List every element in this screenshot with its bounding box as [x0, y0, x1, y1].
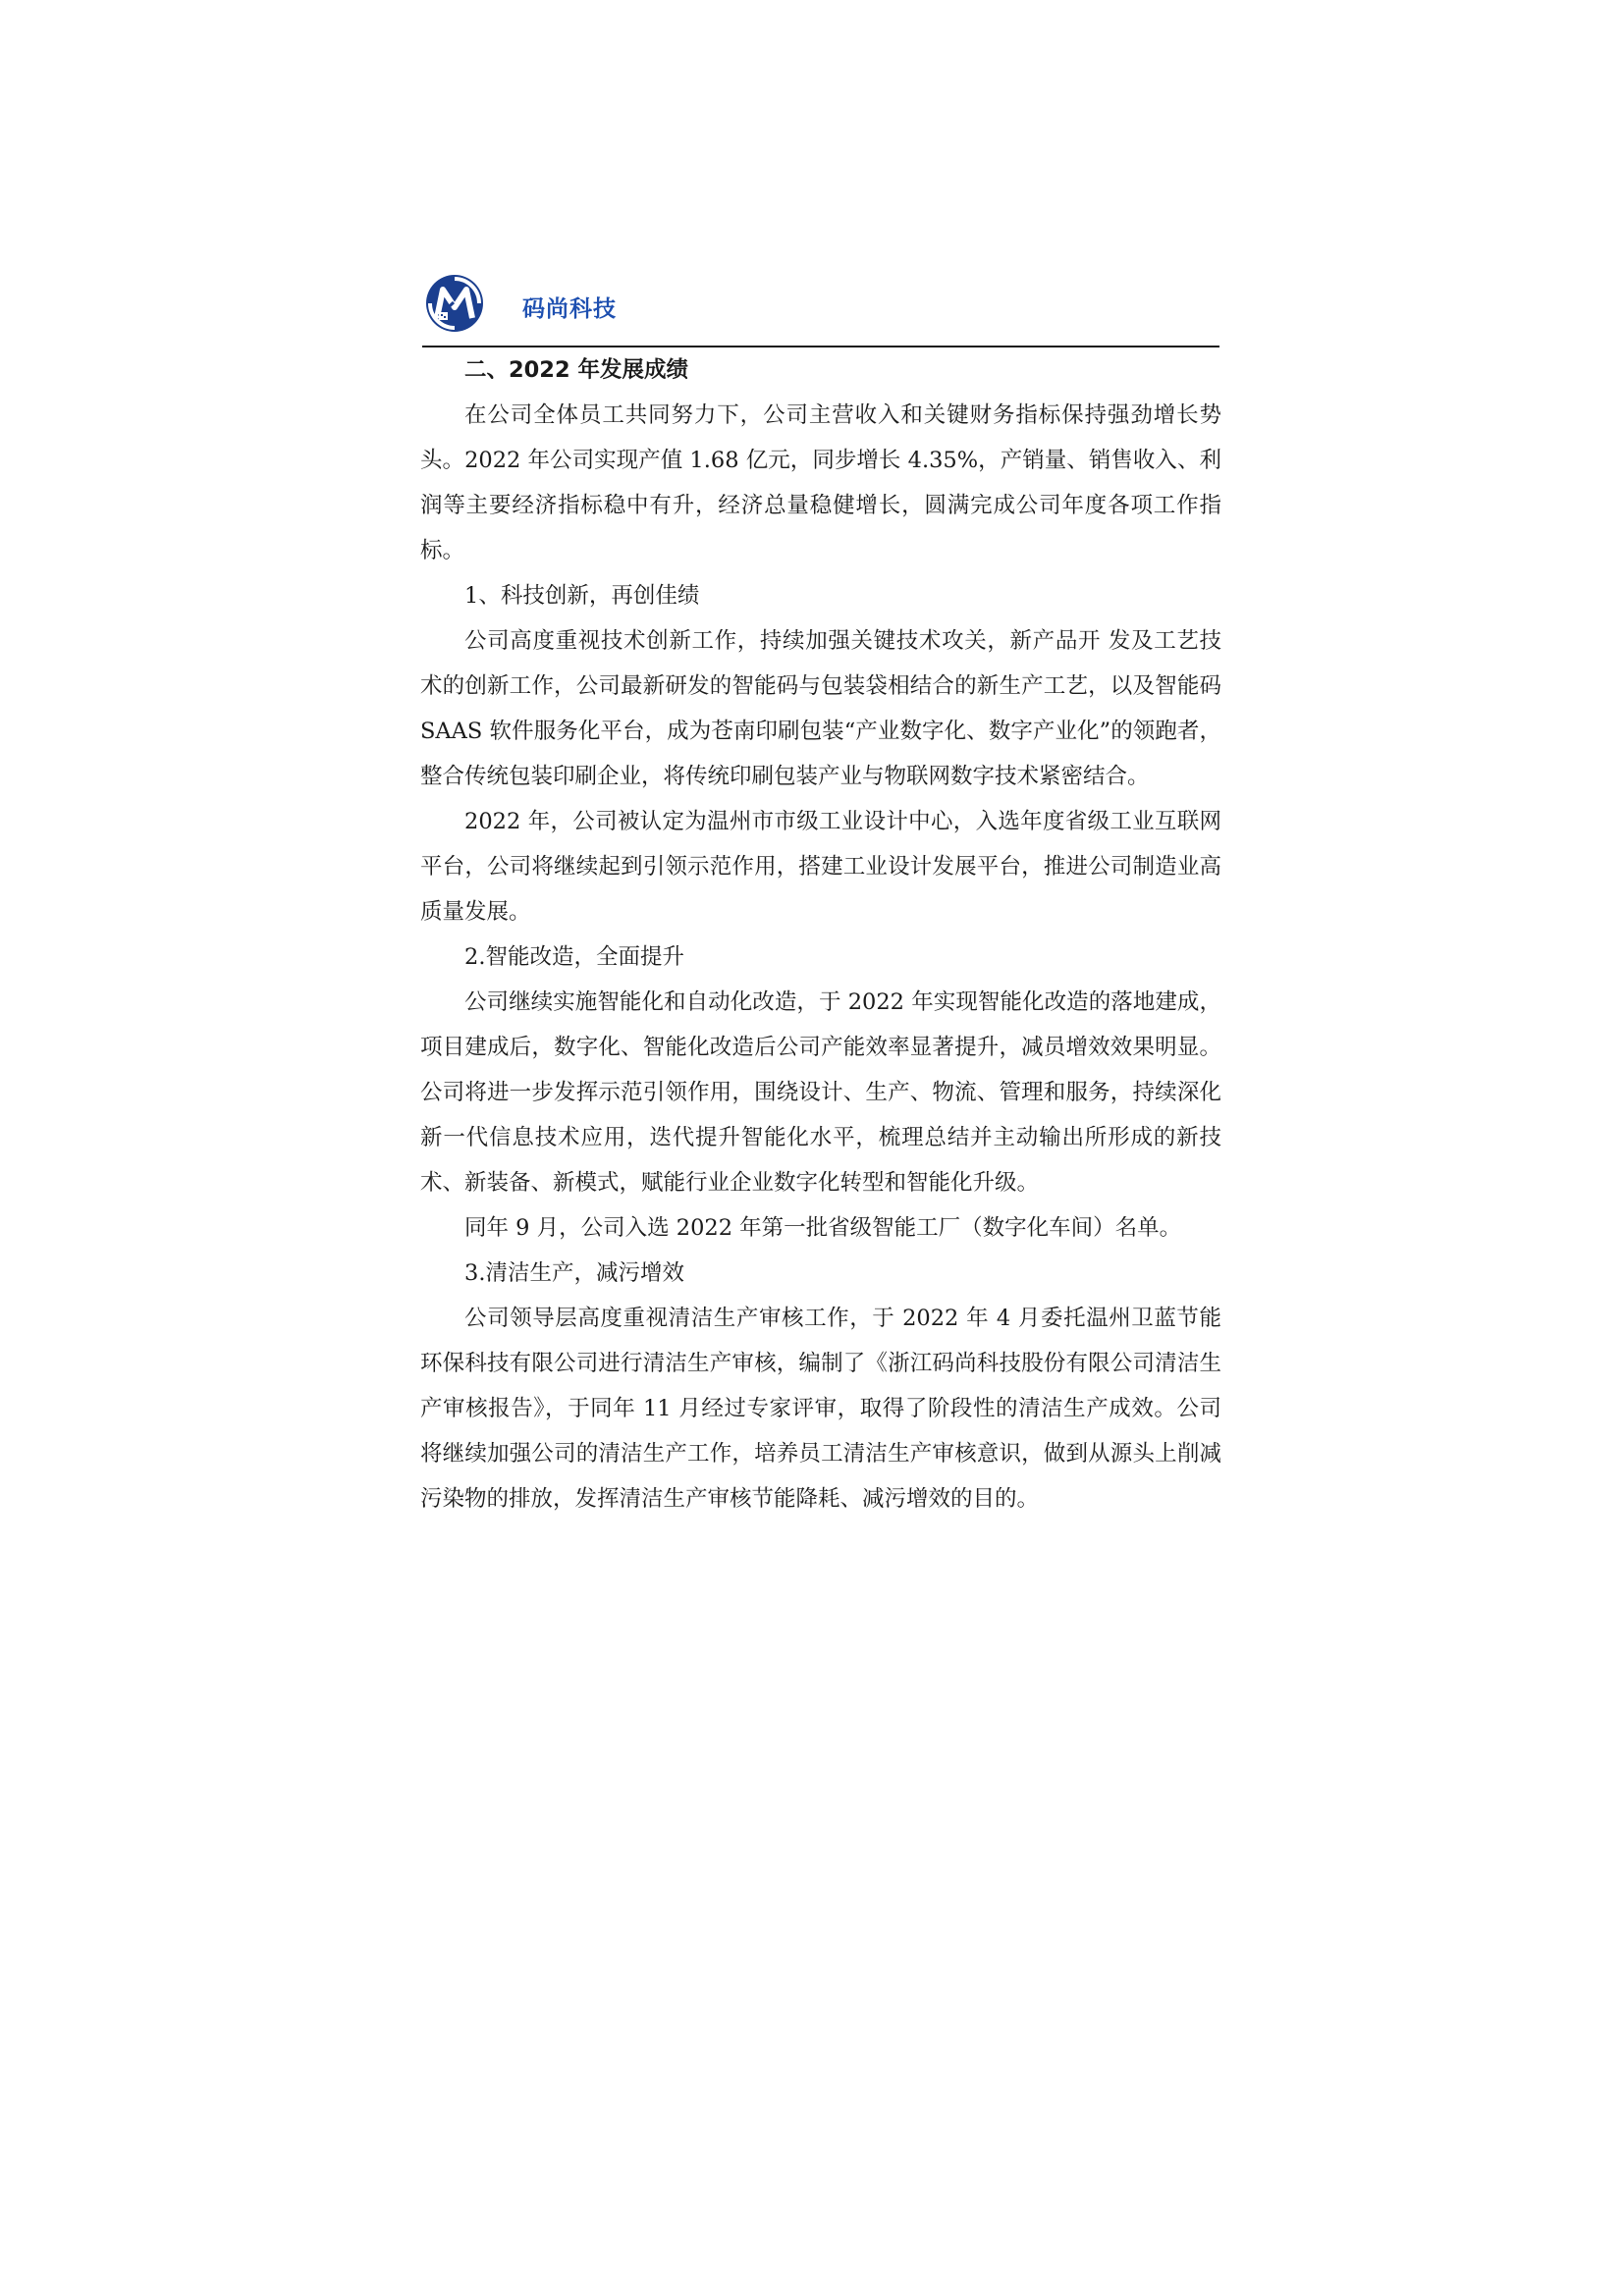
subsection-title-1: 1、科技创新，再创佳绩: [464, 583, 700, 609]
intro-paragraph: 在公司全体员工共同努力下，公司主营收入和关键财务指标保持强劲增长势头。2022 年公司实现产值 1.68 亿元，同步增长 4.35%，产销量、销售收入、利润等主要经济指标稳中有升，经济总量稳健增长，圆满完成公司年度各项工作指标。: [420, 402, 1221, 563]
company-name: 码尚科技: [522, 296, 617, 322]
msk-logo-icon: [424, 273, 485, 334]
subsection-2-paragraph-1: 公司继续实施智能化和自动化改造，于 2022 年实现智能化改造的落地建成，项目建成后，数字化、智能化改造后公司产能效率显著提升，减员增效效果明显。公司将进一步发挥示范引领作用，围绕设计、生产、物流、管理和服务，持续深化新一代信息技术应用，迭代提升智能化水平，梳理总结并主动输出所形成的新技术、新装备、新模式，赋能行业企业数字化转型和智能化升级。: [420, 989, 1221, 1196]
subsection-title-3: 3.清洁生产，减污增效: [464, 1260, 684, 1286]
subsection-1-paragraph-1: 公司高度重视技术创新工作，持续加强关键技术攻关，新产品开 发及工艺技术的创新工作，公司最新研发的智能码与包装袋相结合的新生产工艺，以及智能码 SAAS 软件服务化平台，成为苍南印刷包装“产业数字化、数字产业化”的领跑者，整合传统包装印刷企业，将传统印刷包装产业与物联网数字技术紧密结合。: [420, 628, 1221, 789]
subsection-2-paragraph-2: 同年 9 月，公司入选 2022 年第一批省级智能工厂（数字化车间）名单。: [464, 1215, 1182, 1241]
section-title: 二、2022 年发展成绩: [464, 357, 688, 383]
page-header: [422, 273, 1219, 346]
subsection-3-paragraph-1: 公司领导层高度重视清洁生产审核工作，于 2022 年 4 月委托温州卫蓝节能环保科技有限公司进行清洁生产审核，编制了《浙江码尚科技股份有限公司清洁生产审核报告》，于同年 11 月经过专家评审，取得了阶段性的清洁生产成效。公司将继续加强公司的清洁生产工作，培养员工清洁生产审核意识，做到从源头上削减污染物的排放，发挥清洁生产审核节能降耗、减污增效的目的。: [420, 1306, 1221, 1512]
document-body: [420, 347, 1221, 1522]
subsection-title-2: 2.智能改造，全面提升: [464, 944, 684, 970]
subsection-1-paragraph-2: 2022 年，公司被认定为温州市市级工业设计中心，入选年度省级工业互联网平台，公司将继续起到引领示范作用，搭建工业设计发展平台，推进公司制造业高质量发展。: [420, 809, 1221, 925]
